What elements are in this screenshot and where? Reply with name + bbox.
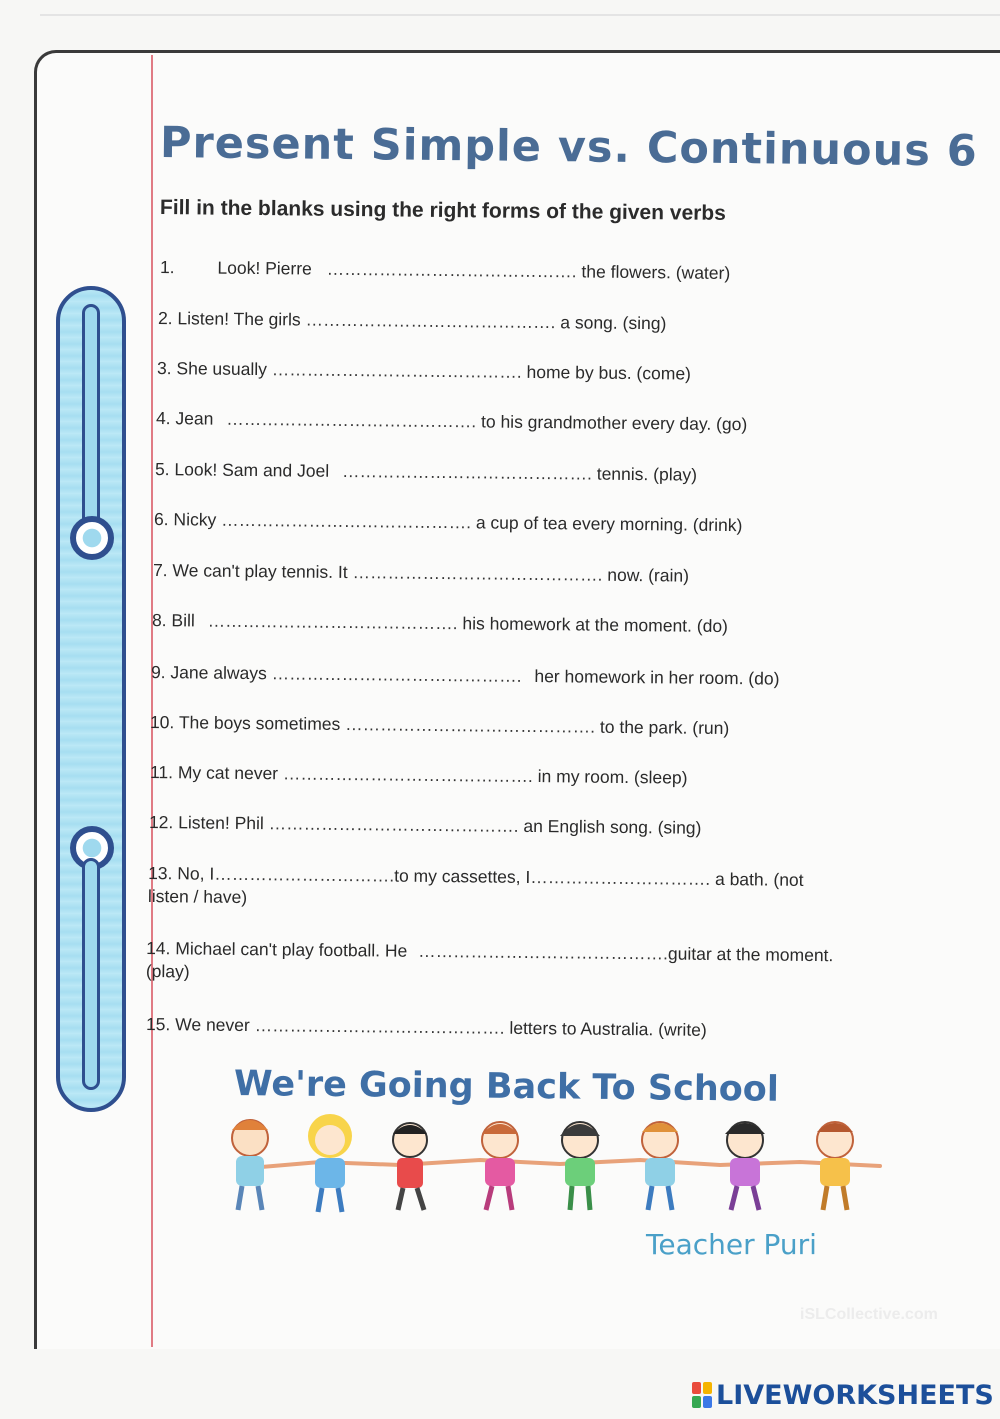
exercise-middle: to my cassettes, I	[394, 865, 531, 888]
kid-8	[817, 1122, 853, 1210]
kid-3	[393, 1123, 427, 1210]
exercise-continuation: listen / have)	[147, 885, 248, 908]
exercise-ending: tennis. (play)	[596, 463, 698, 485]
exercise-item	[157, 357, 691, 386]
answer-blank[interactable]: …………………………………….	[418, 940, 669, 964]
exercise-ending: the flowers. (water)	[581, 261, 731, 283]
exercise-prompt: She usually	[176, 358, 268, 380]
exercise-ending: letters to Australia. (write)	[509, 1017, 707, 1040]
answer-blank[interactable]: …………………………………….	[345, 714, 596, 737]
exercise-item	[146, 937, 966, 992]
exercise-prompt: Look! Pierre	[217, 257, 312, 279]
answer-blank[interactable]: …………………………………….	[305, 309, 556, 333]
exercise-prompt: The boys sometimes	[178, 712, 341, 734]
exercise-ending: home by bus. (come)	[526, 361, 692, 384]
answer-blank[interactable]: …………………………………….	[207, 610, 458, 634]
answer-blank[interactable]: …………………………………….	[341, 460, 593, 484]
kid-4	[482, 1122, 518, 1210]
exercise-item	[149, 811, 702, 840]
back-to-school-banner: We're Going Back To School	[233, 1064, 780, 1110]
exercise-number: 3.	[156, 358, 172, 379]
answer-blank[interactable]: …………………………………….	[221, 509, 472, 533]
answer-blank[interactable]: …………………………………….	[271, 359, 522, 382]
answer-blank[interactable]: …………………………………….	[254, 1015, 505, 1038]
exercise-number: 7.	[152, 560, 168, 581]
watermark: iSLCollective.com	[800, 1306, 938, 1323]
exercise-prompt: Jane always	[170, 662, 267, 684]
exercise-number: 2.	[157, 308, 173, 329]
brand-name: LIVEWORKSHEETS	[716, 1379, 994, 1411]
exercise-ending: to the park. (run)	[599, 716, 730, 739]
exercise-item	[152, 609, 728, 638]
instructions: Fill in the blanks using the right forms of the given verbs	[159, 196, 727, 225]
answer-blank[interactable]: …………………………………….	[271, 663, 522, 686]
exercise-number: 6.	[153, 509, 169, 530]
exercise-item	[155, 458, 697, 487]
kid-1	[232, 1120, 268, 1210]
exercise-ending: guitar at the moment.	[667, 943, 834, 966]
exercise-prompt: We can't play tennis. It	[172, 560, 348, 583]
exercise-ending: to his grandmother every day. (go)	[480, 411, 748, 435]
exercise-ending: in my room. (sleep)	[537, 766, 688, 788]
answer-blank[interactable]: …………………………………….	[268, 813, 519, 836]
kid-6	[642, 1122, 678, 1210]
answer-blank[interactable]: …………………………………….	[326, 258, 577, 282]
exercise-item	[153, 559, 689, 588]
exercise-number: 12.	[148, 812, 174, 833]
kid-5	[560, 1122, 600, 1210]
exercise-item	[150, 711, 730, 740]
exercise-prompt: Nicky	[173, 509, 217, 530]
exercise-number: 10.	[149, 712, 175, 733]
liveworksheets-logo-icon	[692, 1382, 712, 1408]
children-holding-hands-illustration	[210, 1110, 920, 1230]
teacher-signature: Teacher Puri	[646, 1228, 817, 1261]
liveworksheets-brand[interactable]	[692, 1380, 994, 1410]
exercise-item	[160, 256, 730, 285]
exercise-item	[156, 407, 747, 436]
exercise-number: 9.	[150, 662, 166, 683]
page-title: Present Simple vs. Continuous 6	[159, 118, 978, 177]
answer-blank[interactable]: …………………………………….	[226, 408, 477, 432]
exercise-ending: a song. (sing)	[560, 312, 667, 334]
exercise-number: 1.	[159, 257, 175, 278]
exercise-number: 14.	[146, 938, 171, 959]
exercise-prompt: We never	[175, 1014, 250, 1036]
exercise-prompt: Michael can't play football. He	[175, 938, 408, 961]
exercise-prompt: No, I	[177, 863, 215, 884]
answer-blank[interactable]: …………………………………….	[352, 562, 603, 585]
exercise-ending: a bath. (not	[714, 868, 804, 890]
exercise-prompt: Listen! The girls	[177, 308, 301, 330]
exercise-number: 15.	[145, 1014, 171, 1035]
kid-7	[725, 1122, 765, 1210]
answer-blank[interactable]: ………………………….	[214, 863, 395, 886]
exercise-item	[151, 661, 780, 691]
exercise-number: 5.	[154, 459, 170, 480]
answer-blank[interactable]: …………………………………….	[282, 763, 533, 787]
exercise-item	[150, 761, 688, 790]
exercise-item	[158, 307, 667, 335]
exercise-prompt: Listen! Phil	[178, 812, 264, 834]
exercise-item	[154, 508, 743, 537]
exercise-ending: his homework at the moment. (do)	[462, 613, 729, 637]
exercise-item	[146, 1013, 707, 1042]
exercise-ending: her homework in her room. (do)	[534, 666, 780, 689]
exercise-number: 8.	[151, 610, 167, 631]
answer-blank-2[interactable]: ………………………….	[530, 867, 711, 889]
exercise-prompt: My cat never	[177, 762, 279, 784]
exercise-prompt: Jean	[175, 408, 214, 429]
exercise-number: 11.	[149, 762, 174, 783]
exercise-continuation: (play)	[145, 960, 190, 982]
exercise-ending: an English song. (sing)	[523, 815, 702, 838]
exercise-prompt: Look! Sam and Joel	[174, 459, 330, 481]
exercise-prompt: Bill	[171, 610, 195, 631]
exercise-ending: a cup of tea every morning. (drink)	[475, 512, 743, 536]
exercise-item	[148, 862, 948, 916]
exercise-number: 13.	[148, 863, 173, 884]
exercise-ending: now. (rain)	[607, 564, 690, 586]
exercise-number: 4.	[155, 408, 171, 429]
